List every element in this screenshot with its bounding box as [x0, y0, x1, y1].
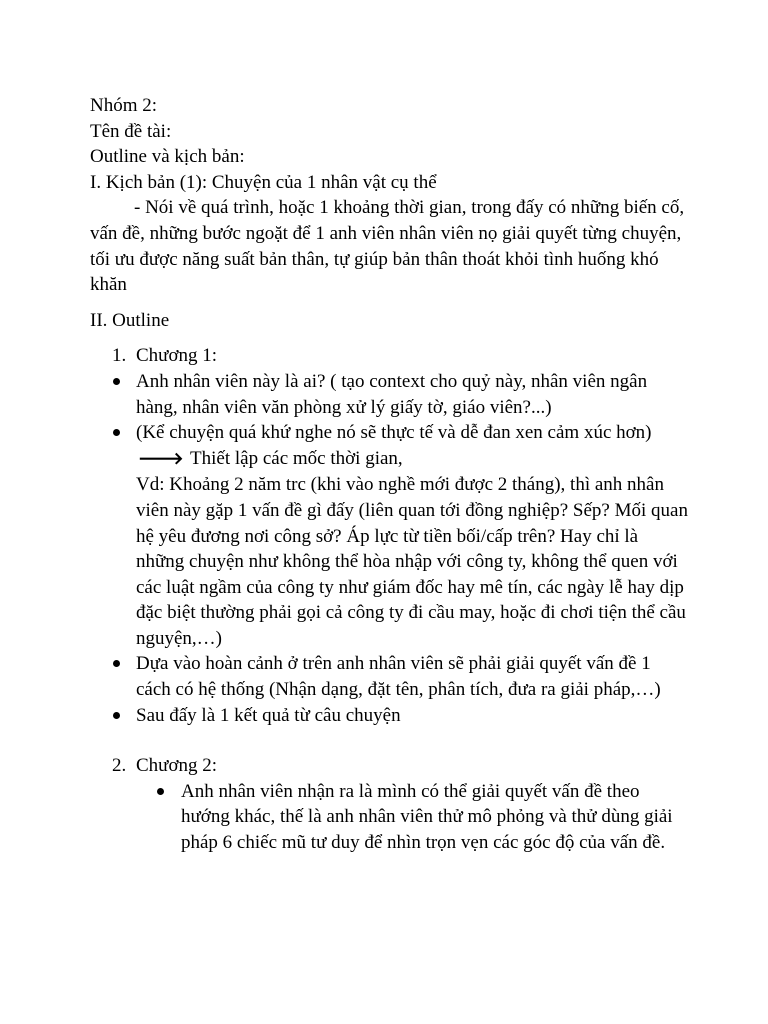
bullet-text: Anh nhân viên này là ai? ( tạo context cho quỷ này, nhân viên ngân hàng, nhân viên văn phòng xử lý giấy tờ, giáo viên?...) — [136, 370, 648, 418]
list-item — [90, 779, 690, 856]
section1-heading: I. Kịch bản (1): Chuyện của 1 nhân vật cụ thể — [90, 171, 437, 193]
arrow-right-icon: 🡒 — [138, 448, 184, 469]
section1-paragraph: - Nói về quá trình, hoặc 1 khoảng thời gian, trong đấy có những biến cố, vấn đề, những bước ngoặt để 1 anh viên nhân viên nọ giải quyết từng chuyện, tối ưu được năng suất bản thân, tự giúp bản thân thoát khỏi tình huống khó khăn — [90, 197, 685, 296]
document-body — [90, 93, 690, 856]
bullet-dot-icon — [113, 660, 120, 667]
bullet-dot-icon — [113, 429, 120, 436]
outline-script-label: Outline và kịch bản: — [90, 146, 245, 168]
bullet-dot-icon — [113, 378, 120, 385]
bullet-dot-icon — [113, 712, 120, 719]
list-item — [90, 369, 690, 420]
section2-heading: II. Outline — [90, 309, 170, 331]
bullet-text: Sau đấy là 1 kết quả từ câu chuyện — [136, 704, 401, 726]
list-item — [90, 703, 690, 729]
chapter1-item — [90, 343, 690, 369]
bullet-text: (Kể chuyện quá khứ nghe nó sẽ thực tế và dễ đan xen cảm xúc hơn) — [136, 422, 652, 444]
bullet-text: Thiết lập các mốc thời gian, — [190, 447, 403, 469]
topic-label: Tên đề tài: — [90, 120, 172, 142]
bullet-text: Vd: Khoảng 2 năm trc (khi vào nghề mới được 2 tháng), thì anh nhân viên này gặp 1 vấn đề gì đấy (liên quan tới đồng nghiệp? Sếp? Mối quan hệ yêu đương nơi công sở? Áp lực từ tiền bối/cấp trên? Hay chỉ là những chuyện như không thể hòa nhập với công ty, không thể quen với các luật ngầm của công ty như giám đốc hay mê tín, các ngày lễ hay dịp đặc biệt thường phải gọi cả công ty đi cầu may, hoặc đi chơi tiện thể cầu nguyện,…) — [136, 474, 688, 649]
list-item — [90, 651, 690, 702]
chapter2-number: 2. — [112, 755, 127, 777]
chapter2-item — [90, 753, 690, 779]
bullet-text: Dựa vào hoàn cảnh ở trên anh nhân viên sẽ phải giải quyết vấn đề 1 cách có hệ thống (Nhận dạng, đặt tên, phân tích, đưa ra giải pháp,…) — [136, 653, 661, 701]
bullet-text: Anh nhân viên nhận ra là mình có thể giải quyết vấn đề theo hướng khác, thế là anh nhân viên thử mô phỏng và thử dùng giải pháp 6 chiếc mũ tư duy để nhìn trọn vẹn các góc độ của vấn đề. — [181, 780, 673, 854]
chapter2-title: Chương 2: — [136, 755, 218, 777]
chapter1-number: 1. — [112, 345, 127, 367]
bullet-dot-icon — [157, 788, 164, 795]
group-label: Nhóm 2: — [90, 95, 158, 116]
list-item — [90, 420, 690, 651]
chapter1-title: Chương 1: — [136, 345, 218, 367]
